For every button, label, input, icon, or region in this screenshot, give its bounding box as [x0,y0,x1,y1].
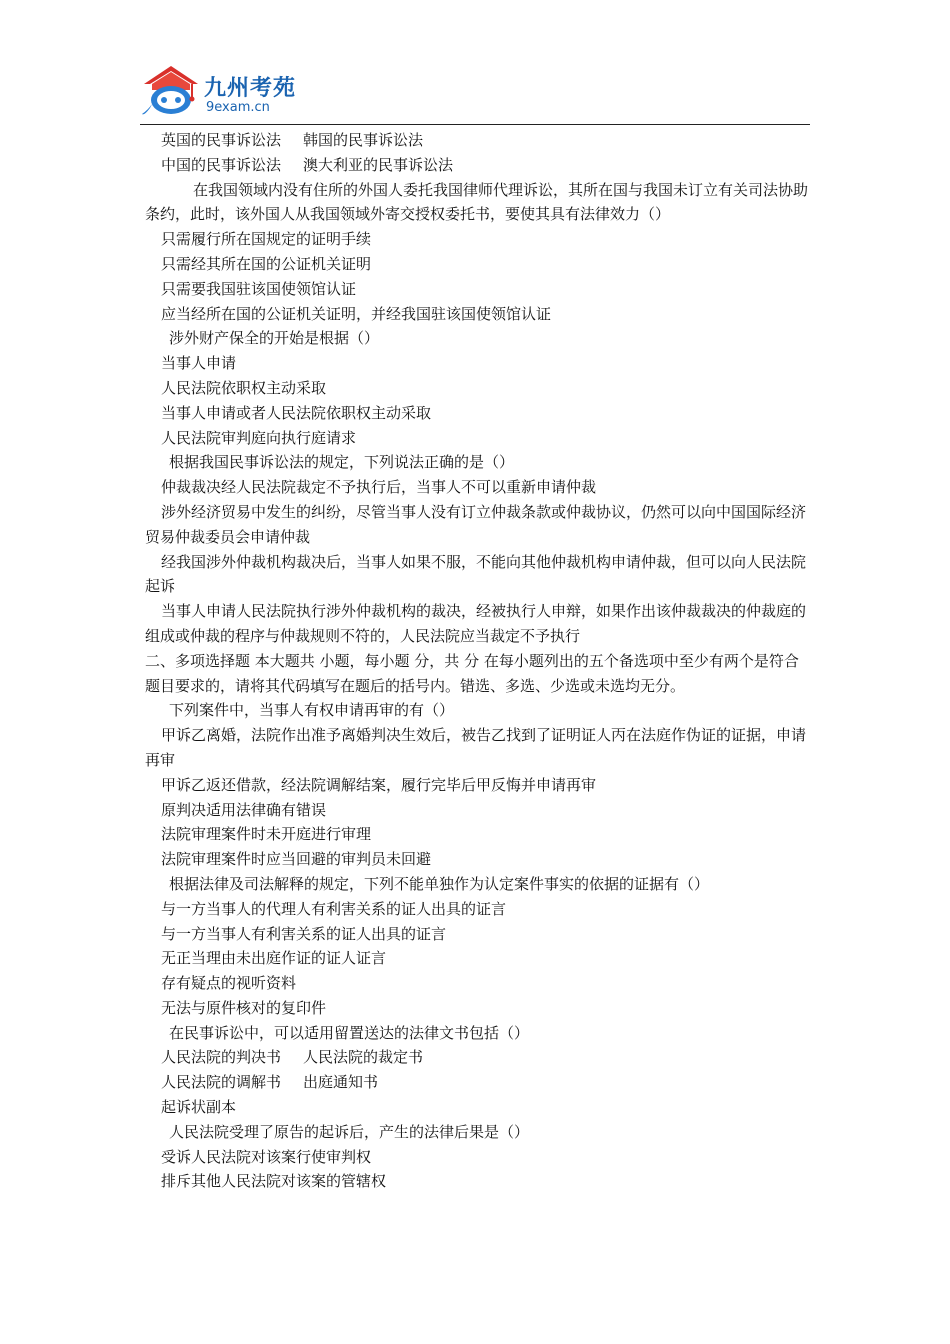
option-text: 澳大利亚的民事诉讼法 [303,155,454,174]
option-item: 原判决适用法律确有错误 [161,800,327,819]
option-item: 无法与原件核对的复印件 [161,998,327,1017]
question-accept: 人民法院受理了原告的起诉后，产生的法律后果是（） [169,1122,530,1141]
option-line [145,1070,810,1095]
section-heading: 二、多项选择题 本大题共 小题，每小题 分，共 分 在每小题列出的五个备选项中至少有两个是符合题目要求的，请将其代码填写在题后的括号内。错选、多选、少选或未选均无分。 [145,651,799,695]
option-line [145,153,810,178]
brand-name: 九州考苑 [204,76,297,101]
option-item: 甲诉乙返还借款，经法院调解结案，履行完毕后甲反悔并申请再审 [161,775,597,794]
option-item: 经我国涉外仲裁机构裁决后，当事人如果不服，不能向其他仲裁机构申请仲裁，但可以向人民法院起诉 [145,552,807,596]
document-body [145,128,810,1194]
option-item: 只需经其所在国的公证机关证明 [161,254,372,273]
option-item: 当事人申请或者人民法院依职权主动采取 [161,403,432,422]
option-item: 应当经所在国的公证机关证明，并经我国驻该国使领馆认证 [161,304,552,323]
option-text: 人民法院的裁定书 [303,1048,424,1067]
option-item: 涉外经济贸易中发生的纠纷，尽管当事人没有订立仲裁条款或仲裁协议，仍然可以向中国国际经济贸易仲裁委员会申请仲裁 [145,502,807,546]
question-evidence: 根据法律及司法解释的规定，下列不能单独作为认定案件事实的依据的证据有（） [169,874,710,893]
option-text: 英国的民事诉讼法 [161,131,282,149]
question-foreign-entrust: 在我国领域内没有住所的外国人委托我国律师代理诉讼，其所在国与我国未订立有关司法协助条约，此时，该外国人从我国领域外寄交授权委托书，要使其具有法律效力（） [145,180,809,224]
option-item: 无正当理由未出庭作证的证人证言 [161,949,387,968]
option-item: 受诉人民法院对该案行使审判权 [161,1147,372,1166]
option-item: 法院审理案件时未开庭进行审理 [161,825,372,844]
option-text: 人民法院的调解书 [161,1073,282,1092]
option-item: 只需履行所在国规定的证明手续 [161,230,372,249]
option-item: 排斥其他人民法院对该案的管辖权 [161,1172,387,1191]
option-item: 起诉状副本 [161,1098,237,1117]
option-text: 出庭通知书 [303,1073,379,1092]
option-text: 人民法院的判决书 [161,1048,282,1067]
option-text: 韩国的民事诉讼法 [303,131,424,149]
option-item: 甲诉乙离婚，法院作出准予离婚判决生效后，被告乙找到了证明证人丙在法庭作伪证的证据，申请再审 [145,726,807,769]
option-item: 只需要我国驻该国使领馆认证 [161,279,357,298]
option-item: 法院审理案件时应当回避的审判员未回避 [161,850,432,869]
header-divider [140,124,810,125]
option-line [145,1045,810,1070]
option-item: 与一方当事人的代理人有利害关系的证人出具的证言 [161,899,507,918]
option-item: 当事人申请人民法院执行涉外仲裁机构的裁决，经被执行人申辩，如果作出该仲裁裁决的仲裁庭的组成或仲裁的程序与仲裁规则不符的，人民法院应当裁定不予执行 [145,602,807,645]
question-property: 涉外财产保全的开始是根据（） [169,329,380,348]
question-service: 在民事诉讼中，可以适用留置送达的法律文书包括（） [169,1023,530,1042]
option-item: 与一方当事人有利害关系的证人出具的证言 [161,924,447,943]
option-item: 存有疑点的视听资料 [161,974,297,993]
option-item: 当事人申请 [161,354,237,373]
question-retrial: 下列案件中，当事人有权申请再审的有（） [169,701,455,720]
option-text: 中国的民事诉讼法 [161,155,282,174]
header [140,62,820,128]
option-line [145,128,810,153]
option-item: 人民法院审判庭向执行庭请求 [161,428,357,447]
option-item: 人民法院依职权主动采取 [161,378,327,397]
graduation-cap-logo-icon [140,62,202,118]
brand-domain: 9exam.cn [206,100,270,115]
option-item: 仲裁裁决经人民法院裁定不予执行后，当事人不可以重新申请仲裁 [161,478,597,497]
question-arbitration: 根据我国民事诉讼法的规定，下列说法正确的是（） [169,453,515,472]
